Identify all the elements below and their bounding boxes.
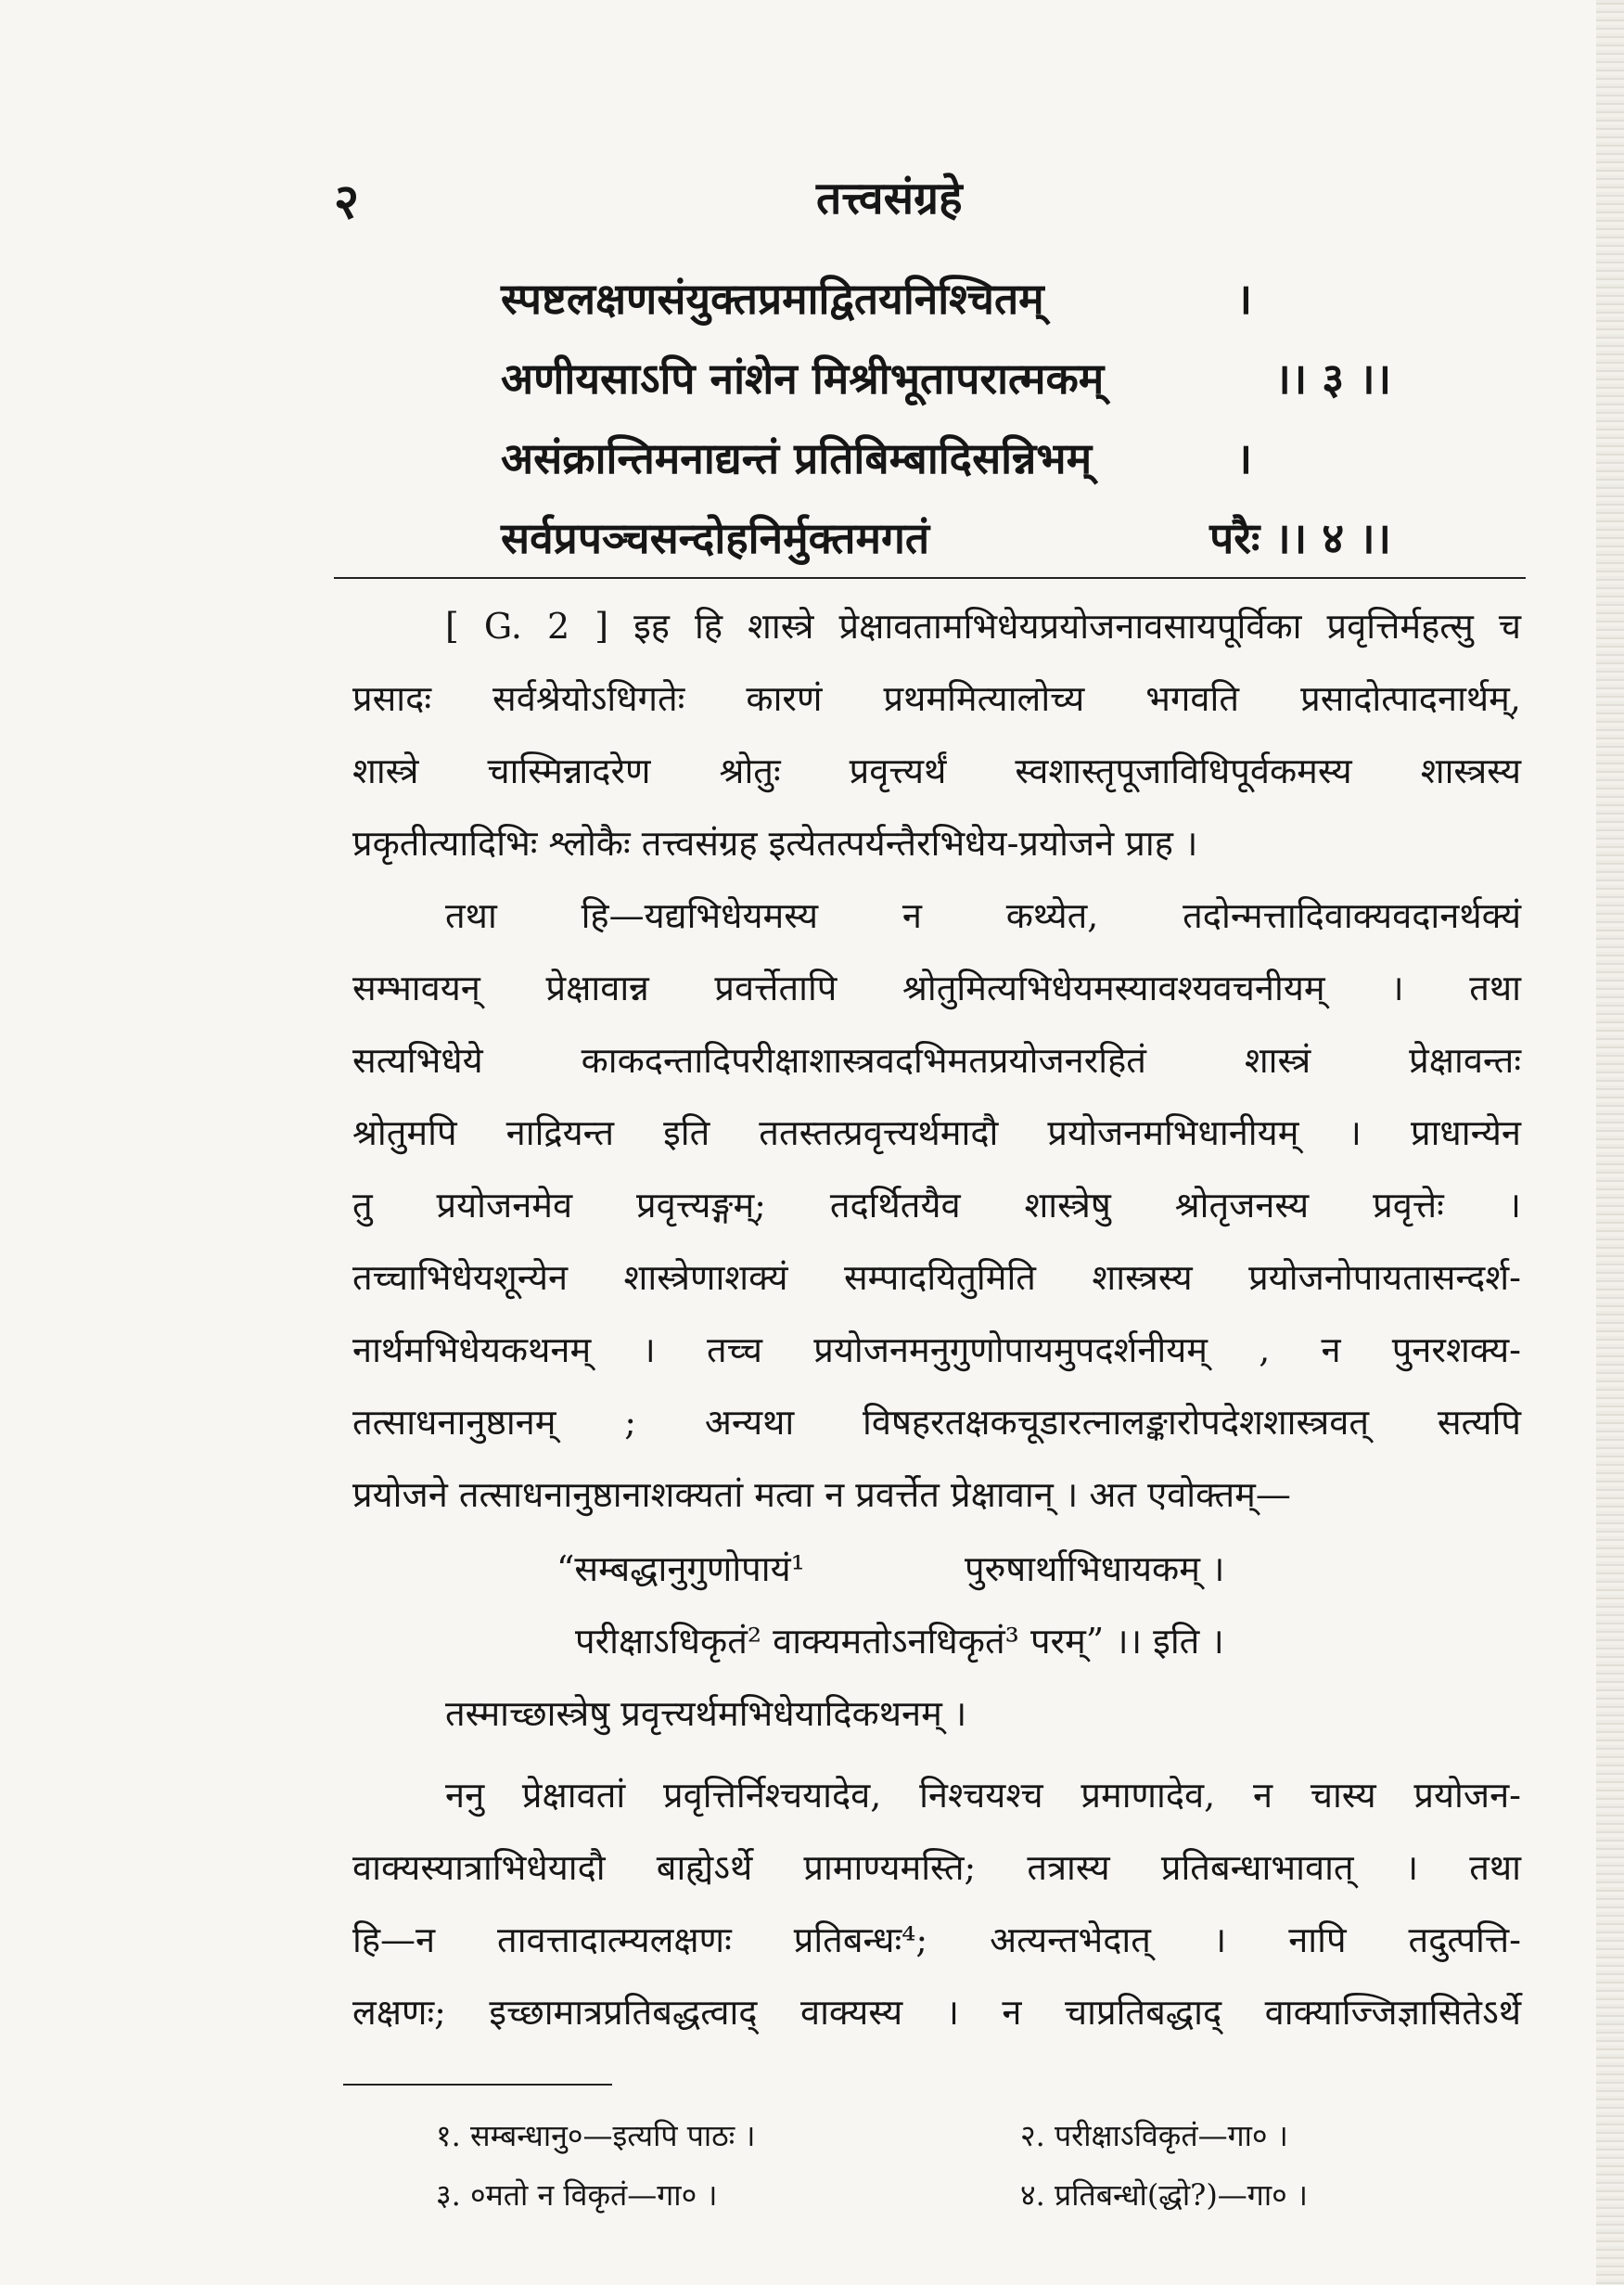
verse-line: स्पष्टलक्षणसंयुक्तप्रमाद्वितयनिश्चितम् । [501,274,1252,324]
commentary-line: ननु प्रेक्षावतां प्रवृत्तिर्निश्चयादेव, निश्चयश्च प्रमाणादेव, न चास्य प्रयोजन- [445,1775,1521,1816]
commentary-line: प्रकृतीत्यादिभिः श्लोकैः तत्त्वसंग्रह इत्येतत्पर्यन्तैरभिधेय-प्रयोजने प्राह । [352,823,1198,864]
scan-edge [1596,0,1624,2285]
footnote-rule [343,2084,612,2086]
commentary-line: श्रोतुमपि नाद्रियन्त इति ततस्तत्प्रवृत्त्यर्थमादौ प्रयोजनमभिधानीयम् । प्राधान्येन [352,1112,1521,1153]
quote-line: परीक्षाऽधिकृतं² वाक्यमतोऽनधिकृतं³ परम्” ।। इति । [575,1621,1224,1662]
verse-line: अणीयसाऽपि नांशेन मिश्रीभूतापरात्मकम् ।। ३ ।। [501,353,1391,404]
commentary-line: हि—न तावत्तादात्म्यलक्षणः प्रतिबन्धः⁴; अत्यन्तभेदात् । नापि तदुत्पत्ति- [352,1919,1521,1960]
footnote: १. सम्बन्धानु०—इत्यपि पाठः । [436,2118,756,2153]
commentary-line: तु प्रयोजनमेव प्रवृत्त्यङ्गम्; तदर्थितयैव शास्त्रेषु श्रोतृजनस्य प्रवृत्तेः । [352,1185,1521,1226]
commentary-line: सत्यभिधेये काकदन्तादिपरीक्षाशास्त्रवदभिमतप्रयोजनरहितं शास्त्रं प्रेक्षावन्तः [352,1040,1521,1081]
running-title: तत्त्वसंग्रहे [816,173,963,225]
section-divider [334,577,1526,579]
commentary-line: प्रयोजने तत्साधनानुष्ठानाशक्यतां मत्वा न प्रवर्त्तेत प्रेक्षावान् । अत एवोक्तम्— [352,1474,1291,1515]
footnote: ४. प्रतिबन्धो(द्धो?)—गा० । [1020,2177,1309,2213]
verse-line: सर्वप्रपञ्चसन्दोहनिर्मुक्तमगतं परैः ।। ४ ।। [501,513,1391,563]
commentary-line: वाक्यस्यात्राभिधेयादौ बाह्येऽर्थे प्रामाण्यमस्ति; तत्रास्य प्रतिबन्धाभावात् । तथा [352,1847,1521,1888]
commentary-line: सम्भावयन् प्रेक्षावान्न प्रवर्त्तेतापि श्रोतुमित्यभिधेयमस्यावश्यवचनीयम् । तथा [352,968,1521,1008]
commentary-line: तथा हि—यद्यभिधेयमस्य न कथ्येत, तदोन्मत्तादिवाक्यवदानर्थक्यं [445,895,1521,936]
commentary-line: तच्चाभिधेयशून्येन शास्त्रेणाशक्यं सम्पादयितुमिति शास्त्रस्य प्रयोजनोपायतासन्दर्श- [352,1257,1521,1298]
footnote: २. परीक्षाऽविकृतं—गा० । [1020,2118,1288,2153]
commentary-line: नार्थमभिधेयकथनम् । तच्च प्रयोजनमनुगुणोपायमुपदर्शनीयम् , न पुनरशक्य- [352,1329,1521,1370]
commentary-line: तस्माच्छास्त्रेषु प्रवृत्त्यर्थमभिधेयादिकथनम् । [445,1693,967,1734]
page-number: २ [334,173,360,230]
quote-line: “सम्बद्धानुगुणोपायं¹ [556,1548,805,1589]
commentary-line: प्रसादः सर्वश्रेयोऽधिगतेः कारणं प्रथममित्यालोच्य भगवति प्रसादोत्पादनार्थम्, [352,678,1521,719]
commentary-line: लक्षणः; इच्छामात्रप्रतिबद्धत्वाद् वाक्यस्य । न चाप्रतिबद्धाद् वाक्याज्जिज्ञासितेऽर्थे [352,1992,1521,2033]
footnote: ३. ०मतो न विकृतं—गा० । [436,2177,718,2213]
quote-line: पुरुषार्थाभिधायकम् । [965,1548,1225,1589]
commentary-line: शास्त्रे चास्मिन्नादरेण श्रोतुः प्रवृत्त्यर्थं स्वशास्तृपूजाविधिपूर्वकमस्य शास्त्रस्य [352,751,1521,791]
verse-line: असंक्रान्तिमनाद्यन्तं प्रतिबिम्बादिसन्निभम् । [501,433,1252,483]
commentary-line: [ G. 2 ] इह हि शास्त्रे प्रेक्षावतामभिधेयप्रयोजनावसायपूर्विका प्रवृत्तिर्महत्सु च [445,606,1521,647]
commentary-line: तत्साधनानुष्ठानम् ; अन्यथा विषहरतक्षकचूडारत्नालङ्कारोपदेशशास्त्रवत् सत्यपि [352,1402,1521,1443]
